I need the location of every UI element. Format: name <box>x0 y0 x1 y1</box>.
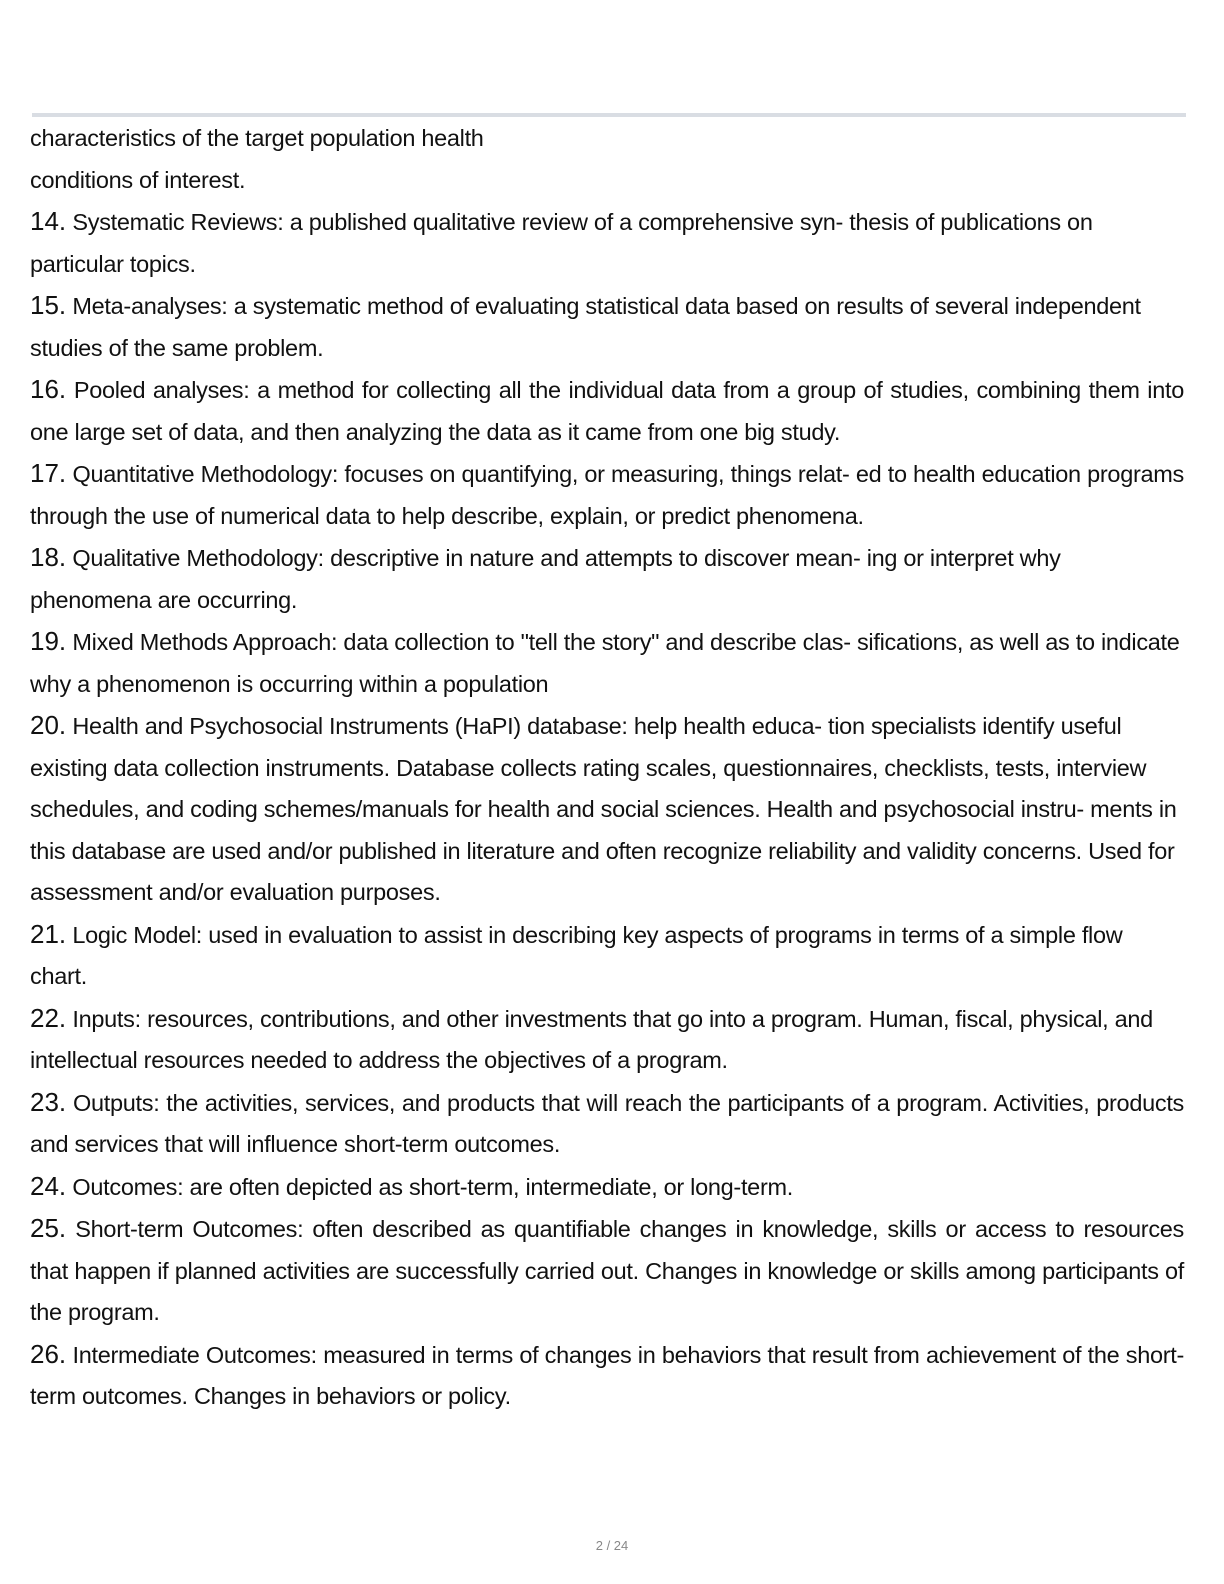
item-number: 22. <box>30 1002 67 1033</box>
item-number: 15. <box>30 290 67 320</box>
item-text: Short-term Outcomes: often described as quantifiable changes in knowledge, skills or access to resources that happen if planned activities are successfully carried out. Changes in knowledge or skills among participants of the program. <box>30 1216 1184 1325</box>
item-text: Intermediate Outcomes: measured in terms of changes in behaviors that result from achievement of the short-term outcomes. Changes in behaviors or policy. <box>30 1341 1185 1409</box>
item-number: 25. <box>30 1213 67 1243</box>
document-body <box>30 118 1184 1418</box>
item-text: Meta-analyses: a systematic method of evaluating statistical data based on results of several independent studies of the same problem. <box>30 293 1141 361</box>
list-item-21 <box>30 914 1184 998</box>
item-number: 19. <box>30 626 67 656</box>
item-text: Inputs: resources, contributions, and other investments that go into a program. Human, fiscal, physical, and intellectual resources needed to address the objectives of a program. <box>30 1005 1153 1073</box>
item-number: 26. <box>30 1338 67 1369</box>
item-text: Mixed Methods Approach: data collection to "tell the story" and describe clas- sifications, as well as to indicate why a phenomenon is occurring within a population <box>30 629 1180 697</box>
item-number: 23. <box>30 1086 67 1117</box>
top-divider <box>32 113 1186 117</box>
item-number: 17. <box>30 458 67 488</box>
item-number: 21. <box>30 918 67 949</box>
item-text: Logic Model: used in evaluation to assist in describing key aspects of programs in terms of a simple flow chart. <box>30 921 1123 989</box>
continuation-line-2: conditions of interest. <box>30 166 246 193</box>
item-text: Systematic Reviews: a published qualitative review of a comprehensive syn- thesis of publications on particular topics. <box>30 209 1093 277</box>
item-number: 16. <box>30 374 67 404</box>
item-text: Quantitative Methodology: focuses on quantifying, or measuring, things relat- ed to health education programs through the use of numerical data to help describe, explain, or predict phenomena. <box>30 461 1184 529</box>
list-item-25 <box>30 1208 1184 1334</box>
list-item-26 <box>30 1334 1184 1418</box>
list-item-19 <box>30 621 1184 705</box>
item-number: 24. <box>30 1170 67 1201</box>
list-item-14 <box>30 201 1184 285</box>
list-item-16 <box>30 369 1184 453</box>
item-number: 18. <box>30 542 67 572</box>
list-item-17 <box>30 453 1184 537</box>
page-number: 2 / 24 <box>595 1538 629 1553</box>
list-item-15 <box>30 285 1184 369</box>
continuation-paragraph <box>30 118 1184 201</box>
item-number: 20. <box>30 710 67 740</box>
item-text: Qualitative Methodology: descriptive in nature and attempts to discover mean- ing or interpret why phenomena are occurring. <box>30 545 1061 613</box>
item-number: 14. <box>30 206 67 236</box>
item-text: Health and Psychosocial Instruments (HaPI) database: help health educa- tion specialists identify useful existing data collection instruments. Database collects rating scales, questionnaires, checklists, tests, interview schedules, and coding schemes/manuals for health and social sciences. Health and psychosocial instru- ments in this database are used and/or published in literature and often recognize reliability and validity concerns. Used for assessment and/or evaluation purposes. <box>30 713 1177 905</box>
list-item-24 <box>30 1166 1184 1209</box>
list-item-18 <box>30 537 1184 621</box>
list-item-20 <box>30 705 1184 914</box>
item-text: Pooled analyses: a method for collecting all the individual data from a group of studies, combining them into one large set of data, and then analyzing the data as it came from one big study. <box>30 377 1184 445</box>
item-text: Outcomes: are often depicted as short-term, intermediate, or long-term. <box>72 1173 793 1200</box>
list-item-22 <box>30 998 1184 1082</box>
list-item-23 <box>30 1082 1184 1166</box>
item-text: Outputs: the activities, services, and products that will reach the participants of a program. Activities, products and services that will influence short-term outcomes. <box>30 1089 1184 1157</box>
continuation-line-1: characteristics of the target population health <box>30 125 484 151</box>
